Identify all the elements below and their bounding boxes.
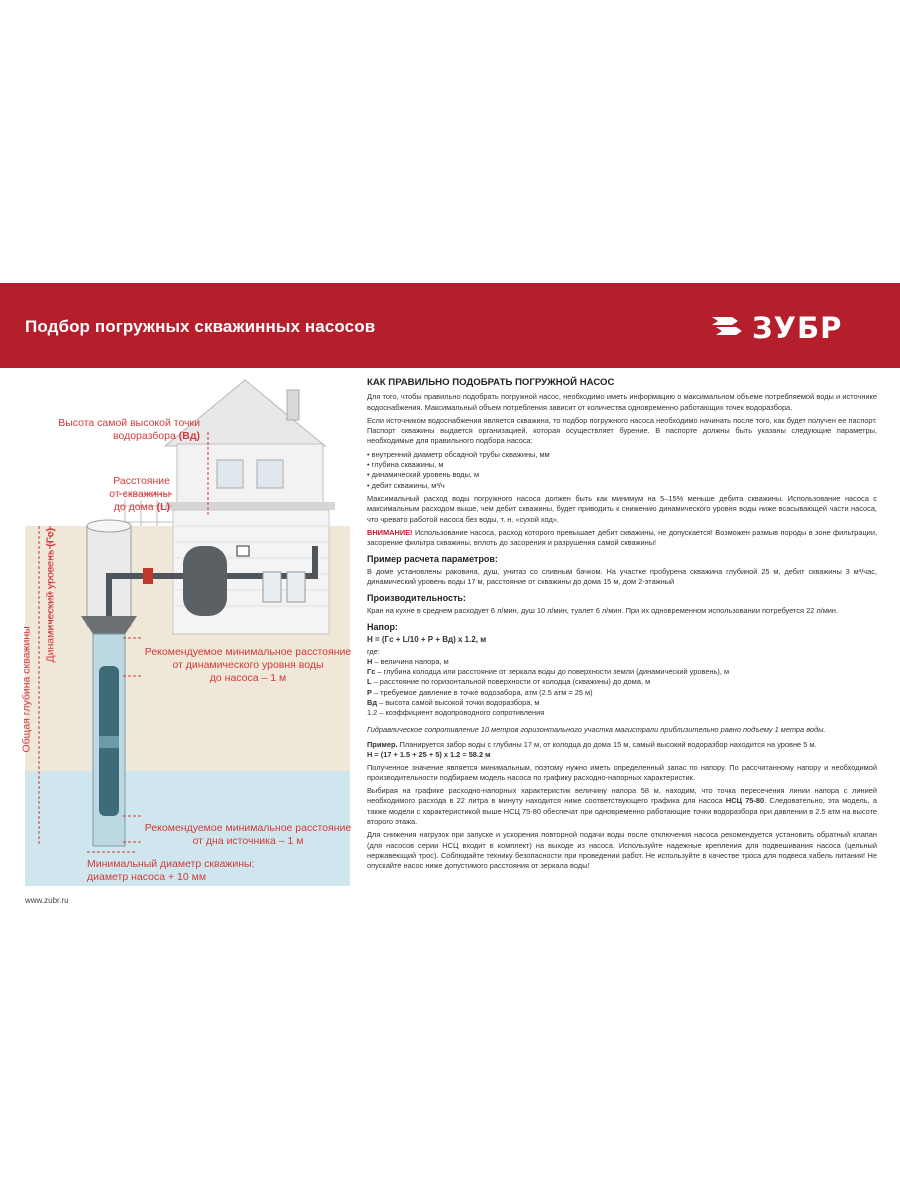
choose-text: Выбирая на графике расходно-напорных характеристик величину напора 58 м, находим, что точка пересечения линии напора с линией необходимого расхода в 22 литра в минуту находится ниже соответствующего графика для насоса	[367, 786, 877, 806]
pump-model: НСЦ 75-80	[725, 796, 765, 806]
footer-url: www.zubr.ru	[25, 896, 69, 905]
annotation-text: водоразбора	[113, 430, 176, 442]
paragraph-performance: Кран на кухне в среднем расходует 6 л/мин, душ 10 л/мин, туалет 6 л/мин. При их одновременном использовании потребуется 22 л/мин.	[367, 605, 839, 615]
legend-key: Р	[367, 687, 372, 697]
annotation-dynamic-level	[45, 513, 58, 663]
formula-where: где:	[367, 646, 380, 656]
legend-item	[367, 657, 877, 667]
well-pump-illustration	[20, 376, 352, 886]
legend-value: – величина напора, м	[372, 656, 449, 666]
annotation-line	[45, 430, 200, 443]
article-heading: КАК ПРАВИЛЬНО ПОДОБРАТЬ ПОГРУЖНОЙ НАСОС	[367, 377, 615, 388]
legend-value: – высота самой высокой точки водоразбора, м	[377, 698, 540, 708]
example-label: Пример.	[367, 739, 398, 749]
hydraulic-note: Гидравлическое сопротивление 10 метров горизонтального участка магистрали приблизительно равно подъему 1 метра воды.	[367, 724, 826, 734]
paragraph-example-calc	[367, 740, 877, 750]
legend-value: 1.2 – коэффициент водопроводного сопротивления	[367, 708, 545, 718]
list-item: • внутренний диаметр обсадной трубы скважины, мм	[367, 450, 877, 460]
annotation-min-distance-bottom	[143, 822, 353, 848]
list-item: • динамический уровень воды, м	[367, 470, 877, 480]
annotation-line: Расстояние	[113, 475, 170, 487]
annotation-line: Минимальный диаметр скважины:	[87, 858, 255, 870]
formula: Н = (Гс + L/10 + Р + Вд) х 1.2, м	[367, 635, 487, 645]
annotation-text: до дома	[113, 501, 154, 513]
annotation-distance	[95, 475, 170, 514]
heading-performance: Производительность:	[367, 593, 466, 604]
annotation-min-diameter	[87, 858, 287, 884]
paragraph-intro: Для того, чтобы правильно подобрать погружной насос, необходимо иметь информацию о максимальном объеме потребляемой воды и источнике водоснабжения. Максимальный объем потребления зависит от количества одновременно работающих точек водоразбора.	[367, 392, 877, 412]
legend-value: – расстояние по горизонтальной поверхности от колодца (скважины) до дома, м	[371, 677, 651, 687]
example-formula: Н = (17 + 1.5 + 25 + 5) х 1.2 = 58.2 м	[367, 750, 491, 760]
example-text: Планируется забор воды с глубины 17 м, от колодца до дома 15 м, самый высокий водоразбор находится на уровне 5 м.	[397, 739, 817, 749]
parameter-list	[367, 450, 877, 491]
legend-key: Гс	[367, 667, 376, 677]
paragraph-choose	[367, 786, 877, 827]
annotation-top-point	[45, 417, 200, 443]
brand-name: ЗУБР	[752, 311, 843, 345]
legend-key: Н	[367, 656, 373, 666]
annotation-total-depth	[21, 603, 34, 753]
annotation-line: от динамического уровня воды	[172, 659, 324, 671]
annotation-line: от дна источника – 1 м	[192, 835, 304, 847]
paragraph-minimum: Полученное значение является минимальным, поэтому нужно иметь определенный запас по напору. По рассчитанному напору и необходимой производительности подбираем модель насоса по графику расходно-напорных характеристик.	[367, 762, 877, 782]
logo-arrows-icon	[712, 313, 746, 343]
annotation-var: (L)	[156, 501, 170, 513]
list-item: • глубина скважины, м	[367, 460, 877, 470]
annotation-text: Общая глубина скважины	[20, 626, 33, 753]
warning-text: Использование насоса, расход которого превышает дебит скважины, не допускается! Возможен размыв породы в зоне фильтрации, засорение фильтра скважины, вплоть до засорения и разрушения самой скважины!	[367, 527, 877, 548]
legend-item	[367, 667, 877, 677]
heading-head: Напор:	[367, 621, 398, 632]
paragraph-passport: Если источником водоснабжения является скважина, то подбор погружного насоса необходимо начинать после того, как будет получен ее паспорт. Паспорт скважины выдается организацией, которая осуществляет бурение. В паспорте должны быть указаны следующие параметры, необходимые для правильного подбора насоса:	[367, 415, 877, 446]
annotation-line: Высота самой высокой точки	[58, 417, 200, 429]
legend-value: – глубина колодца или расстояние от зеркала воды до поверхности земли (динамический уровень), м	[375, 667, 730, 677]
choose-text: . Следовательно, эта модель, а также модели с характеристикой выше НСЦ 75-80 обеспечат при одновременно работающие точки водоразбора при давлении в 2.5 атм на высоте второго этажа.	[367, 796, 877, 826]
article	[367, 378, 877, 874]
legend-value: – требуемое давление в точке водозабора, атм (2.5 атм = 25 м)	[371, 687, 593, 697]
annotation-line: Рекомендуемое минимальное расстояние	[144, 822, 352, 834]
legend-key: Вд	[367, 698, 378, 708]
annotation-var: (Гс)	[44, 527, 57, 547]
annotation-line	[95, 501, 170, 514]
legend-item	[367, 698, 877, 708]
illustration-graphic	[25, 376, 350, 886]
legend-item	[367, 677, 877, 687]
annotation-line: Рекомендуемое минимальное расстояние	[144, 646, 352, 658]
annotation-text: Динамический уровень	[44, 549, 57, 663]
annotation-line: от скважины	[109, 488, 170, 500]
page-title: Подбор погружных скважинных насосов	[25, 317, 376, 336]
brand-logo	[712, 308, 842, 348]
warning-label: ВНИМАНИЕ!	[367, 527, 413, 537]
annotation-line: до насоса – 1 м	[209, 672, 287, 684]
annotation-line: диаметр насоса + 10 мм	[87, 871, 207, 883]
paragraph-warning	[367, 528, 877, 549]
paragraph-flow: Максимальный расход воды погружного насоса должен быть как минимум на 5–15% меньше дебита скважины. Использование насоса с максимальным расходом выше, чем дебит скважины, будет приводить к снижению динамического уровня воды ниже всасывающей части насоса, что чревато работой насоса без воды, т. н. «сухой ход».	[367, 493, 877, 524]
pump-icon	[99, 666, 119, 816]
list-item: • дебит скважины, м³/ч	[367, 481, 877, 491]
paragraph-example: В доме установлены раковина, душ, унитаз со сливным бачком. На участке пробурена скважина глубиной 25 м, дебит скважины 3 м³/час, динамический уровень воды 17 м, расстояние от скважины до дома 15 м, дом 2-этажный	[367, 566, 877, 587]
legend-key: L	[367, 677, 372, 687]
heading-example: Пример расчета параметров:	[367, 554, 498, 565]
legend-item	[367, 688, 877, 698]
annotation-min-distance-dynamic	[143, 646, 353, 685]
annotation-var: (Вд)	[178, 430, 200, 442]
legend-item	[367, 708, 877, 718]
paragraph-safety: Для снижения нагрузок при запуске и ускорения повторной подачи воды после отключения насоса рекомендуется установить обратный клапан (для насосов серии НСЦ входит в комплект) на выходе из насоса. Используйте надежные крепления для подвешивания насоса (цельный нержавеющий трос). Соблюдайте технику безопасности при проведении работ. Не используйте в качестве троса для подвеса кабель питания! Не опускайте насос ниже допустимого расстояния от зеркала воды!	[367, 830, 877, 871]
